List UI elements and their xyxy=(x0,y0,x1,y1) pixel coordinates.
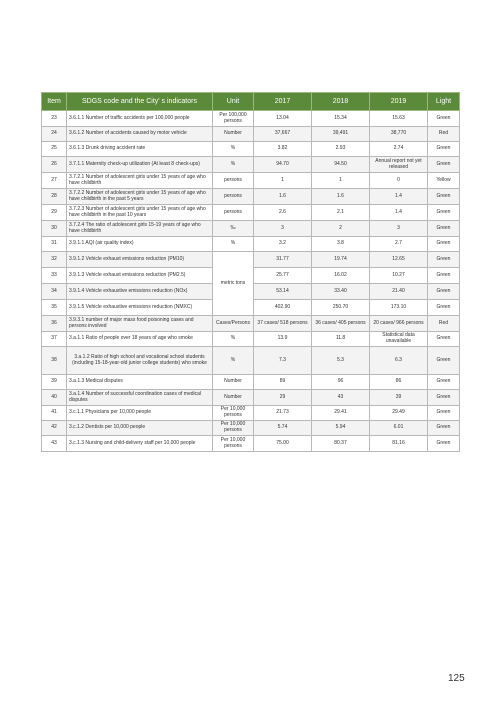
cell-item: 43 xyxy=(42,436,67,452)
cell-2019: 38,770 xyxy=(370,127,428,142)
cell-2019: 1.4 xyxy=(370,189,428,205)
cell-2018: 43 xyxy=(312,390,370,406)
cell-light: Green xyxy=(428,300,460,316)
cell-indicator: 3.a.1.2 Ratio of high school and vocational school students (including 15-18-year-old junior college students) who smoke xyxy=(67,347,213,375)
cell-unit: % xyxy=(213,237,254,252)
cell-unit: Per 10,000 persons xyxy=(213,406,254,421)
table-header-row xyxy=(42,93,460,111)
cell-2018: 1 xyxy=(312,173,370,189)
cell-2019: Annual report not yet released xyxy=(370,157,428,173)
table-row xyxy=(42,390,460,406)
cell-item: 30 xyxy=(42,221,67,237)
cell-indicator: 3.7.2.4 The ratio of adolescent girls 15-19 years of age who have childbirth xyxy=(67,221,213,237)
page-number: 125 xyxy=(448,673,465,684)
cell-item: 29 xyxy=(42,205,67,221)
cell-light: Green xyxy=(428,142,460,157)
table-row xyxy=(42,111,460,127)
cell-indicator: 3.7.1.1 Maternity check-up utilization (At least 8 check-ups) xyxy=(67,157,213,173)
sdg-indicators-table xyxy=(41,92,460,452)
header-item: Item xyxy=(42,93,67,111)
cell-2018: 5.94 xyxy=(312,421,370,436)
cell-2019: 0 xyxy=(370,173,428,189)
cell-indicator: 3.9.3.1 number of major mass food poisoning cases and persons involved xyxy=(67,316,213,332)
table-row xyxy=(42,375,460,390)
cell-2019: 12.65 xyxy=(370,252,428,268)
cell-2018: 15.34 xyxy=(312,111,370,127)
cell-2018: 19.74 xyxy=(312,252,370,268)
cell-item: 36 xyxy=(42,316,67,332)
cell-2017: 37,667 xyxy=(254,127,312,142)
cell-indicator: 3.a.1.3 Medical disputes xyxy=(67,375,213,390)
cell-2019: 10.27 xyxy=(370,268,428,284)
cell-2019: 2.74 xyxy=(370,142,428,157)
cell-indicator: 3.7.2.2 Number of adolescent girls under 15 years of age who have childbirth in the past 5 years xyxy=(67,189,213,205)
header-unit: Unit xyxy=(213,93,254,111)
cell-indicator: 3.9.1.1 AQI (air quality index) xyxy=(67,237,213,252)
cell-2017: 2.6 xyxy=(254,205,312,221)
cell-light: Green xyxy=(428,268,460,284)
table-row xyxy=(42,237,460,252)
table-row xyxy=(42,173,460,189)
cell-2019: 29.49 xyxy=(370,406,428,421)
cell-light: Green xyxy=(428,284,460,300)
table-row xyxy=(42,347,460,375)
cell-item: 31 xyxy=(42,237,67,252)
cell-2018: 11.8 xyxy=(312,332,370,347)
cell-2018: 36 cases/ 405 persons xyxy=(312,316,370,332)
cell-light: Green xyxy=(428,406,460,421)
cell-indicator: 3.7.2.1 Number of adolescent girls under 15 years of age who have childbirth xyxy=(67,173,213,189)
cell-unit: Per 10,000 persons xyxy=(213,421,254,436)
cell-2017: 13.04 xyxy=(254,111,312,127)
cell-2019: 20 cases/ 966 persons xyxy=(370,316,428,332)
cell-2017: 1.6 xyxy=(254,189,312,205)
cell-2019: 21.40 xyxy=(370,284,428,300)
cell-2017: 21.73 xyxy=(254,406,312,421)
cell-2019: 1.4 xyxy=(370,205,428,221)
cell-light: Yellow xyxy=(428,173,460,189)
cell-2018: 80.37 xyxy=(312,436,370,452)
cell-unit: % xyxy=(213,142,254,157)
cell-2019: 3 xyxy=(370,221,428,237)
cell-light: Green xyxy=(428,111,460,127)
cell-2017: 25.77 xyxy=(254,268,312,284)
cell-2019: 6.01 xyxy=(370,421,428,436)
cell-indicator: 3.6.1.2 Number of accidents caused by motor vehicle xyxy=(67,127,213,142)
cell-item: 32 xyxy=(42,252,67,268)
cell-item: 38 xyxy=(42,347,67,375)
header-light: Light xyxy=(428,93,460,111)
cell-unit: Number xyxy=(213,127,254,142)
cell-2017: 37 cases/ 518 persons xyxy=(254,316,312,332)
cell-unit: persons xyxy=(213,189,254,205)
cell-2017: 7.3 xyxy=(254,347,312,375)
cell-2017: 29 xyxy=(254,390,312,406)
cell-indicator: 3.c.1.1 Physicians per 10,000 people xyxy=(67,406,213,421)
cell-item: 33 xyxy=(42,268,67,284)
cell-indicator: 3.6.1.3 Drunk driving accident rate xyxy=(67,142,213,157)
cell-unit: persons xyxy=(213,173,254,189)
cell-item: 40 xyxy=(42,390,67,406)
cell-item: 27 xyxy=(42,173,67,189)
cell-item: 39 xyxy=(42,375,67,390)
table-row xyxy=(42,127,460,142)
table-row xyxy=(42,205,460,221)
cell-indicator: 3.c.1.2 Dentists per 10,000 people xyxy=(67,421,213,436)
cell-unit: % xyxy=(213,347,254,375)
cell-indicator: 3.7.2.3 Number of adolescent girls under 15 years of age who have childbirth in the past 10 years xyxy=(67,205,213,221)
cell-2018: 33.40 xyxy=(312,284,370,300)
cell-light: Red xyxy=(428,127,460,142)
table-row xyxy=(42,332,460,347)
cell-2017: 5.74 xyxy=(254,421,312,436)
cell-unit: ‰ xyxy=(213,221,254,237)
cell-2019: 15.63 xyxy=(370,111,428,127)
cell-item: 37 xyxy=(42,332,67,347)
cell-2017: 3.2 xyxy=(254,237,312,252)
cell-light: Green xyxy=(428,189,460,205)
cell-2019: 6.3 xyxy=(370,347,428,375)
cell-unit: Per 10,000 persons xyxy=(213,436,254,452)
cell-light: Red xyxy=(428,316,460,332)
cell-light: Green xyxy=(428,421,460,436)
cell-light: Green xyxy=(428,221,460,237)
cell-item: 42 xyxy=(42,421,67,436)
cell-item: 26 xyxy=(42,157,67,173)
cell-light: Green xyxy=(428,205,460,221)
cell-item: 35 xyxy=(42,300,67,316)
cell-2017: 94.70 xyxy=(254,157,312,173)
cell-2018: 96 xyxy=(312,375,370,390)
cell-unit: % xyxy=(213,157,254,173)
table-row xyxy=(42,421,460,436)
header-2018: 2018 xyxy=(312,93,370,111)
cell-unit: % xyxy=(213,332,254,347)
cell-unit: Per 100,000 persons xyxy=(213,111,254,127)
table-row xyxy=(42,316,460,332)
cell-2017: 3 xyxy=(254,221,312,237)
cell-2017: 402.90 xyxy=(254,300,312,316)
cell-2019: 173.10 xyxy=(370,300,428,316)
cell-indicator: 3.9.1.5 Vehicle exhaustive emissions reduction (NMXC) xyxy=(67,300,213,316)
cell-light: Green xyxy=(428,390,460,406)
cell-2018: 39,491 xyxy=(312,127,370,142)
header-2019: 2019 xyxy=(370,93,428,111)
cell-2019: 81.16 xyxy=(370,436,428,452)
cell-2019: 86 xyxy=(370,375,428,390)
cell-unit: Cases/Persons xyxy=(213,316,254,332)
cell-item: 25 xyxy=(42,142,67,157)
cell-2017: 3.82 xyxy=(254,142,312,157)
cell-indicator: 3.a.1.1 Ratio of people over 18 years of age who smoke xyxy=(67,332,213,347)
cell-2017: 31.77 xyxy=(254,252,312,268)
cell-2018: 3.8 xyxy=(312,237,370,252)
cell-2017: 1 xyxy=(254,173,312,189)
cell-indicator: 3.a.1.4 Number of successful coordination cases of medical disputes xyxy=(67,390,213,406)
cell-2017: 89 xyxy=(254,375,312,390)
cell-item: 23 xyxy=(42,111,67,127)
cell-indicator: 3.9.1.2 Vehicle exhaust emissions reduction (PM10) xyxy=(67,252,213,268)
cell-2018: 2.1 xyxy=(312,205,370,221)
cell-2017: 53.14 xyxy=(254,284,312,300)
cell-light: Green xyxy=(428,237,460,252)
cell-light: Green xyxy=(428,375,460,390)
cell-2018: 250.70 xyxy=(312,300,370,316)
cell-unit: Number xyxy=(213,375,254,390)
cell-2018: 94.50 xyxy=(312,157,370,173)
cell-2018: 5.3 xyxy=(312,347,370,375)
table-row xyxy=(42,221,460,237)
cell-indicator: 3.9.1.4 Vehicle exhaustive emissions reduction (NOx) xyxy=(67,284,213,300)
cell-unit-merged: metric tons xyxy=(213,252,254,316)
table-row xyxy=(42,406,460,421)
cell-indicator: 3.c.1.3 Nursing and child-delivery staff per 10,000 people xyxy=(67,436,213,452)
cell-2019: Statistical data unavailable xyxy=(370,332,428,347)
header-2017: 2017 xyxy=(254,93,312,111)
table-row xyxy=(42,436,460,452)
cell-unit: Number xyxy=(213,390,254,406)
cell-light: Green xyxy=(428,157,460,173)
cell-2018: 1.6 xyxy=(312,189,370,205)
cell-2019: 2.7 xyxy=(370,237,428,252)
table-row xyxy=(42,189,460,205)
table-row xyxy=(42,142,460,157)
table-row xyxy=(42,157,460,173)
cell-light: Green xyxy=(428,252,460,268)
cell-indicator: 3.6.1.1 Number of traffic accidents per 100,000 people xyxy=(67,111,213,127)
cell-light: Green xyxy=(428,332,460,347)
cell-indicator: 3.9.1.3 Vehicle exhaust emissions reduction (PM2.5) xyxy=(67,268,213,284)
cell-2018: 2.93 xyxy=(312,142,370,157)
cell-unit: persons xyxy=(213,205,254,221)
cell-item: 24 xyxy=(42,127,67,142)
cell-2017: 75.00 xyxy=(254,436,312,452)
cell-light: Green xyxy=(428,436,460,452)
cell-light: Green xyxy=(428,347,460,375)
cell-2018: 16.02 xyxy=(312,268,370,284)
cell-item: 28 xyxy=(42,189,67,205)
cell-2019: 39 xyxy=(370,390,428,406)
cell-2018: 29.41 xyxy=(312,406,370,421)
cell-2017: 13.9 xyxy=(254,332,312,347)
cell-item: 34 xyxy=(42,284,67,300)
cell-item: 41 xyxy=(42,406,67,421)
header-indicator: SDGS code and the City' s indicators xyxy=(67,93,213,111)
table-row xyxy=(42,252,460,268)
cell-2018: 2 xyxy=(312,221,370,237)
